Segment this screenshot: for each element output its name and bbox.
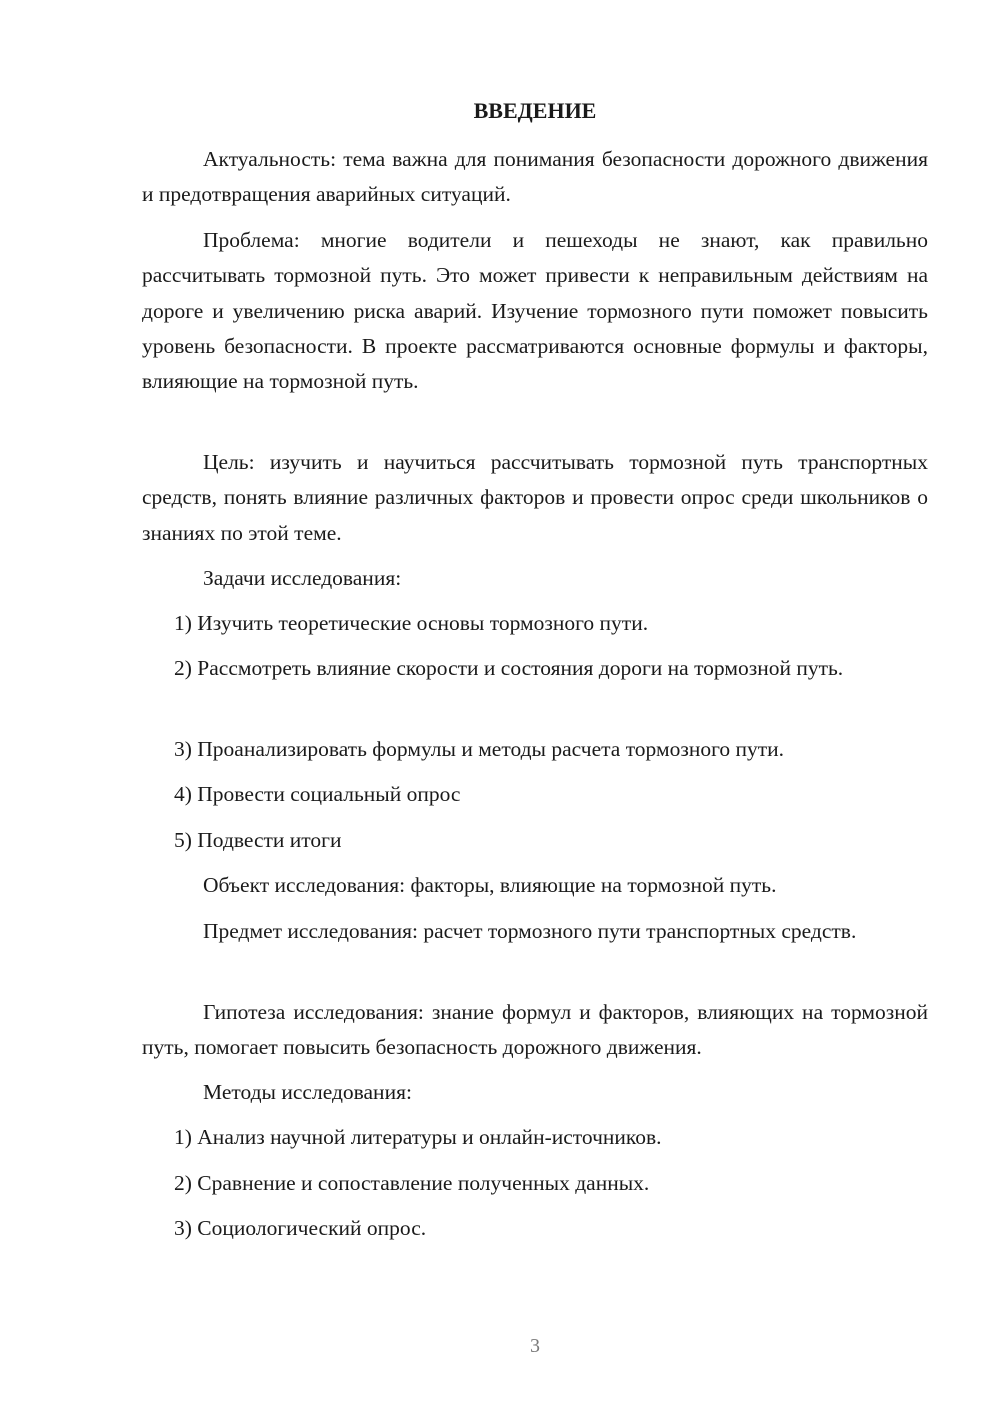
task-item-2: 2) Рассмотреть влияние скорости и состояния дороги на тормозной путь.: [174, 656, 844, 680]
object-paragraph: Объект исследования: факторы, влияющие на тормозной путь.: [203, 873, 777, 897]
method-item-3: 3) Социологический опрос.: [174, 1216, 427, 1240]
section-title: ВВЕДЕНИЕ: [473, 98, 597, 123]
relevance-paragraph: Актуальность: тема важна для понимания безопасности дорожного движения и предотвращения аварийных ситуаций.: [142, 147, 928, 207]
hypothesis-paragraph: Гипотеза исследования: знание формул и факторов, влияющих на тормозной путь, помогает повысить безопасность дорожного движения.: [142, 1000, 928, 1060]
methods-heading: Методы исследования:: [203, 1080, 412, 1104]
task-item-5: 5) Подвести итоги: [174, 828, 342, 852]
document-page: [142, 0, 928, 1414]
goal-paragraph: Цель: изучить и научиться рассчитывать тормозной путь транспортных средств, понять влияние различных факторов и провести опрос среди школьников о знаниях по этой теме.: [142, 450, 928, 545]
tasks-heading: Задачи исследования:: [203, 566, 402, 590]
task-item-4: 4) Провести социальный опрос: [174, 782, 461, 806]
page-number: 3: [530, 1335, 540, 1357]
task-item-3: 3) Проанализировать формулы и методы расчета тормозного пути.: [174, 737, 785, 761]
subject-paragraph: Предмет исследования: расчет тормозного пути транспортных средств.: [203, 919, 857, 943]
problem-paragraph: Проблема: многие водители и пешеходы не знают, как правильно рассчитывать тормозной путь. Это может привести к неправильным действиям на дороге и увеличению риска аварий. Изучение тормозного пути поможет повысить уровень безопасности. В проекте рассматриваются основные формулы и факторы, влияющие на тормозной путь.: [142, 228, 928, 394]
task-item-1: 1) Изучить теоретические основы тормозного пути.: [174, 611, 649, 635]
method-item-2: 2) Сравнение и сопоставление полученных данных.: [174, 1171, 650, 1195]
method-item-1: 1) Анализ научной литературы и онлайн-источников.: [174, 1125, 662, 1149]
